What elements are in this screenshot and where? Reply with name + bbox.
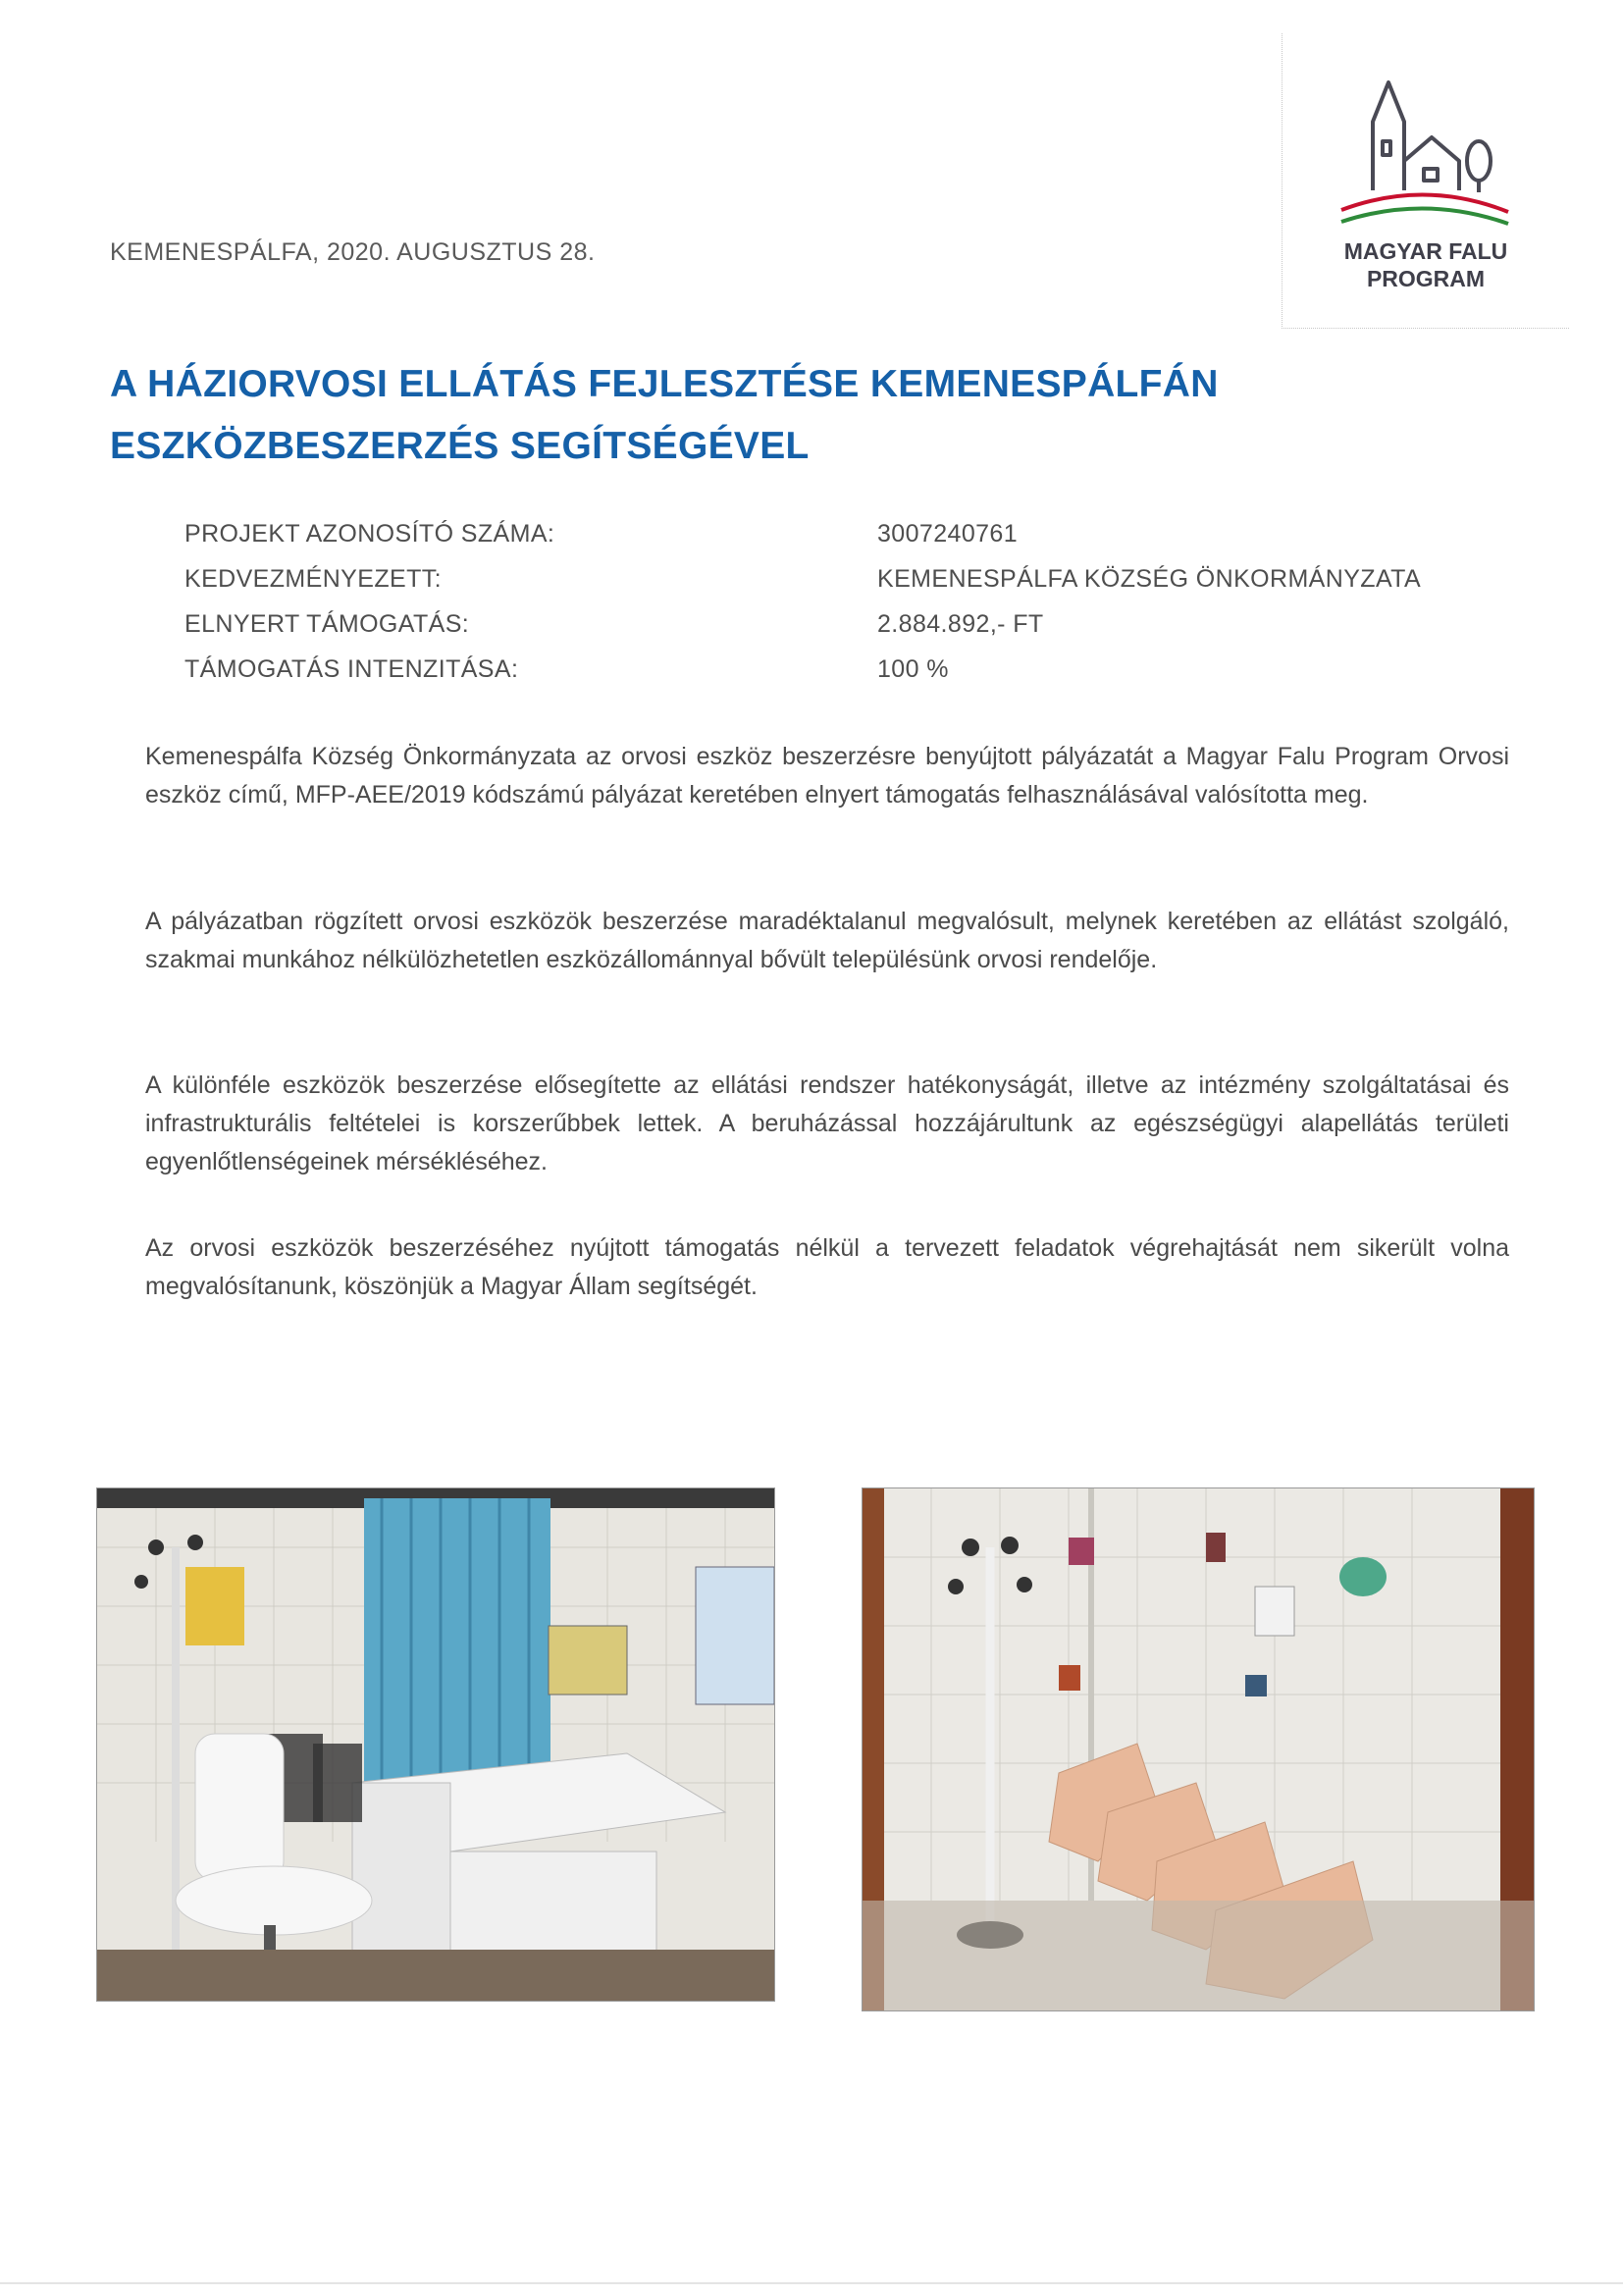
info-value: 2.884.892,- FT — [877, 610, 1044, 638]
page-bottom-rule — [0, 2282, 1623, 2284]
info-label: KEDVEZMÉNYEZETT: — [184, 565, 442, 593]
project-info-table — [184, 520, 1558, 701]
logo-text-line2: PROGRAM — [1366, 266, 1486, 291]
info-row-grant-amount — [184, 610, 1558, 655]
info-row-project-id — [184, 520, 1558, 565]
paragraph-4: Az orvosi eszközök beszerzéséhez nyújtott támogatás nélkül a tervezett feladatok végrehajtását nem sikerült volna megvalósítanunk, köszönjük a Magyar Állam segítségét. — [145, 1234, 1509, 1300]
photo-waiting-room — [862, 1487, 1535, 2011]
document-title — [110, 353, 1219, 477]
paragraph-1: Kemenespálfa Község Önkormányzata az orvosi eszköz beszerzésre benyújtott pályázatát a Magyar Falu Program Orvosi eszköz című, MFP-AEE/2019 kódszámú pályázat keretében elnyert támogatás felhasználásával valósította meg. — [145, 743, 1509, 809]
info-label: ELNYERT TÁMOGATÁS: — [184, 610, 470, 638]
paragraph-2: A pályázatban rögzített orvosi eszközök beszerzése maradéktalanul megvalósult, melynek keretében az ellátást szolgáló, szakmai munkához nélkülözhetetlen eszközállománnyal bővült településünk orvosi rendelője. — [145, 908, 1509, 973]
info-value: 100 % — [877, 655, 949, 683]
magyar-falu-program-logo — [1282, 33, 1569, 329]
photo-doctor-office — [96, 1487, 775, 2002]
info-label: PROJEKT AZONOSÍTÓ SZÁMA: — [184, 520, 555, 548]
info-row-grant-intensity — [184, 655, 1558, 701]
info-value: 3007240761 — [877, 520, 1019, 548]
logo-text-line1: MAGYAR FALU — [1343, 238, 1508, 264]
info-value: KEMENESPÁLFA KÖZSÉG ÖNKORMÁNYZATA — [877, 565, 1422, 593]
title-line-1: A HÁZIORVOSI ELLÁTÁS FEJLESZTÉSE KEMENESPÁLFÁN — [110, 363, 1219, 405]
info-label: TÁMOGATÁS INTENZITÁSA: — [184, 655, 519, 683]
logo-wordmark — [1283, 237, 1569, 292]
document-date: KEMENESPÁLFA, 2020. AUGUSZTUS 28. — [110, 238, 596, 266]
paragraph-3: A különféle eszközök beszerzése elősegítette az ellátási rendszer hatékonyságát, illetve az intézmény szolgáltatásai és infrastrukturális feltételei is korszerűbbek lettek. A beruházással hozzájárultunk az egészségügyi alapellátás területi egyenlőtlenségeinek mérsékléséhez. — [145, 1071, 1509, 1175]
title-line-2: ESZKÖZBESZERZÉS SEGÍTSÉGÉVEL — [110, 425, 810, 467]
info-row-beneficiary — [184, 565, 1558, 610]
